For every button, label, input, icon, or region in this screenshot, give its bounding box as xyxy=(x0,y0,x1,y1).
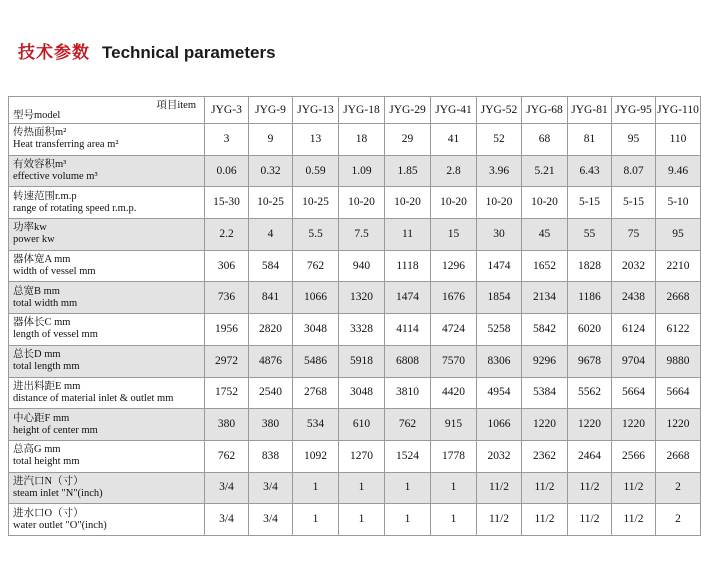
value-cell: 15 xyxy=(431,219,477,251)
value-cell: 1 xyxy=(293,472,339,504)
value-cell: 5486 xyxy=(293,345,339,377)
value-cell: 3 xyxy=(205,124,249,156)
parameter-label-english: total length mm xyxy=(13,361,80,373)
value-cell: 11/2 xyxy=(477,472,522,504)
parameter-label-cell xyxy=(9,250,205,282)
value-cell: 0.59 xyxy=(293,155,339,187)
value-cell: 3048 xyxy=(339,377,385,409)
value-cell: 2.2 xyxy=(205,219,249,251)
value-cell: 2438 xyxy=(612,282,656,314)
value-cell: 1 xyxy=(339,472,385,504)
value-cell: 9678 xyxy=(568,345,612,377)
value-cell: 534 xyxy=(293,409,339,441)
value-cell: 5258 xyxy=(477,314,522,346)
parameter-label-cell xyxy=(9,440,205,472)
table-row xyxy=(9,187,701,219)
value-cell: 2768 xyxy=(293,377,339,409)
value-cell: 1.85 xyxy=(385,155,431,187)
value-cell: 11/2 xyxy=(477,504,522,536)
value-cell: 3/4 xyxy=(249,504,293,536)
table-row xyxy=(9,504,701,536)
value-cell: 838 xyxy=(249,440,293,472)
value-cell: 5918 xyxy=(339,345,385,377)
parameter-label-english: steam inlet "N"(inch) xyxy=(13,487,103,499)
value-cell: 10-20 xyxy=(431,187,477,219)
parameter-label-english: total height mm xyxy=(13,456,80,468)
value-cell: 45 xyxy=(522,219,568,251)
corner-cell xyxy=(9,97,205,124)
value-cell: 3.96 xyxy=(477,155,522,187)
value-cell: 1 xyxy=(293,504,339,536)
value-cell: 75 xyxy=(612,219,656,251)
model-header-cell: JYG-95 xyxy=(612,97,656,124)
table-row xyxy=(9,345,701,377)
value-cell: 0.06 xyxy=(205,155,249,187)
value-cell: 1.09 xyxy=(339,155,385,187)
value-cell: 1296 xyxy=(431,250,477,282)
value-cell: 2032 xyxy=(612,250,656,282)
table-row xyxy=(9,250,701,282)
table-row xyxy=(9,314,701,346)
parameter-label-chinese: 进水口O（寸） xyxy=(13,507,84,519)
value-cell: 0.32 xyxy=(249,155,293,187)
value-cell: 5842 xyxy=(522,314,568,346)
value-cell: 11/2 xyxy=(522,472,568,504)
parameter-label-english: water outlet "O"(inch) xyxy=(13,519,107,531)
table-row xyxy=(9,409,701,441)
parameter-label-chinese: 总宽B mm xyxy=(13,285,60,297)
table-row xyxy=(9,440,701,472)
parameter-label-english: total width mm xyxy=(13,297,78,309)
value-cell: 1524 xyxy=(385,440,431,472)
value-cell: 2540 xyxy=(249,377,293,409)
value-cell: 2134 xyxy=(522,282,568,314)
parameter-label-cell xyxy=(9,345,205,377)
value-cell: 762 xyxy=(293,250,339,282)
model-header-cell: JYG-9 xyxy=(249,97,293,124)
parameter-label-english: length of vessel mm xyxy=(13,329,98,341)
value-cell: 2566 xyxy=(612,440,656,472)
table-row xyxy=(9,472,701,504)
value-cell: 11/2 xyxy=(568,472,612,504)
parameter-label-cell xyxy=(9,377,205,409)
value-cell: 11/2 xyxy=(612,504,656,536)
parameter-label-cell xyxy=(9,409,205,441)
corner-item-label: 項目item xyxy=(156,100,196,111)
value-cell: 5.5 xyxy=(293,219,339,251)
value-cell: 10-25 xyxy=(293,187,339,219)
value-cell: 1474 xyxy=(477,250,522,282)
parameter-label-cell xyxy=(9,187,205,219)
value-cell: 18 xyxy=(339,124,385,156)
parameter-label-cell xyxy=(9,282,205,314)
table-row xyxy=(9,124,701,156)
parameter-label-english: Heat transferring area m² xyxy=(13,139,119,151)
value-cell: 3048 xyxy=(293,314,339,346)
value-cell: 2668 xyxy=(656,282,701,314)
value-cell: 380 xyxy=(205,409,249,441)
value-cell: 2210 xyxy=(656,250,701,282)
value-cell: 762 xyxy=(205,440,249,472)
value-cell: 81 xyxy=(568,124,612,156)
value-cell: 95 xyxy=(612,124,656,156)
parameter-label-english: distance of material inlet & outlet mm xyxy=(13,392,174,404)
value-cell: 1956 xyxy=(205,314,249,346)
table-row xyxy=(9,377,701,409)
parameter-label-chinese: 总长D mm xyxy=(13,349,61,361)
value-cell: 1066 xyxy=(477,409,522,441)
model-header-cell: JYG-29 xyxy=(385,97,431,124)
value-cell: 10-20 xyxy=(385,187,431,219)
value-cell: 915 xyxy=(431,409,477,441)
value-cell: 736 xyxy=(205,282,249,314)
value-cell: 68 xyxy=(522,124,568,156)
value-cell: 11 xyxy=(385,219,431,251)
value-cell: 10-25 xyxy=(249,187,293,219)
value-cell: 841 xyxy=(249,282,293,314)
value-cell: 3328 xyxy=(339,314,385,346)
value-cell: 1220 xyxy=(522,409,568,441)
corner-model-label: 型号model xyxy=(13,110,61,121)
parameter-label-cell xyxy=(9,155,205,187)
technical-parameters-table xyxy=(8,96,701,536)
value-cell: 1186 xyxy=(568,282,612,314)
parameter-label-english: height of center mm xyxy=(13,424,98,436)
value-cell: 4 xyxy=(249,219,293,251)
parameter-label-chinese: 有效容积m³ xyxy=(13,159,67,171)
value-cell: 2 xyxy=(656,504,701,536)
value-cell: 306 xyxy=(205,250,249,282)
value-cell: 2668 xyxy=(656,440,701,472)
value-cell: 9 xyxy=(249,124,293,156)
value-cell: 1778 xyxy=(431,440,477,472)
value-cell: 2.8 xyxy=(431,155,477,187)
parameter-label-english: effective volume m³ xyxy=(13,171,98,183)
value-cell: 4114 xyxy=(385,314,431,346)
parameter-label-cell xyxy=(9,314,205,346)
value-cell: 584 xyxy=(249,250,293,282)
value-cell: 380 xyxy=(249,409,293,441)
value-cell: 6808 xyxy=(385,345,431,377)
value-cell: 6124 xyxy=(612,314,656,346)
value-cell: 5-10 xyxy=(656,187,701,219)
value-cell: 1676 xyxy=(431,282,477,314)
value-cell: 2972 xyxy=(205,345,249,377)
value-cell: 10-20 xyxy=(477,187,522,219)
value-cell: 5-15 xyxy=(568,187,612,219)
value-cell: 9296 xyxy=(522,345,568,377)
table-row xyxy=(9,282,701,314)
value-cell: 3/4 xyxy=(205,472,249,504)
value-cell: 5-15 xyxy=(612,187,656,219)
value-cell: 7.5 xyxy=(339,219,385,251)
value-cell: 11/2 xyxy=(612,472,656,504)
parameter-label-chinese: 进汽口N（寸） xyxy=(13,475,84,487)
value-cell: 6020 xyxy=(568,314,612,346)
value-cell: 29 xyxy=(385,124,431,156)
parameter-label-cell xyxy=(9,219,205,251)
parameter-label-english: power kw xyxy=(13,234,55,246)
model-header-cell: JYG-41 xyxy=(431,97,477,124)
value-cell: 610 xyxy=(339,409,385,441)
header-row xyxy=(9,97,701,124)
heading-chinese: 技术参数 xyxy=(18,43,90,62)
value-cell: 15-30 xyxy=(205,187,249,219)
value-cell: 3/4 xyxy=(249,472,293,504)
value-cell: 10-20 xyxy=(339,187,385,219)
parameter-label-chinese: 进出料距E mm xyxy=(13,380,81,392)
value-cell: 1 xyxy=(339,504,385,536)
value-cell: 9880 xyxy=(656,345,701,377)
value-cell: 8306 xyxy=(477,345,522,377)
parameter-label-english: width of vessel mm xyxy=(13,266,96,278)
value-cell: 110 xyxy=(656,124,701,156)
parameter-label-english: range of rotating speed r.m.p. xyxy=(13,202,137,214)
value-cell: 52 xyxy=(477,124,522,156)
value-cell: 940 xyxy=(339,250,385,282)
model-header-cell: JYG-3 xyxy=(205,97,249,124)
parameter-label-chinese: 中心距F mm xyxy=(13,412,70,424)
value-cell: 3/4 xyxy=(205,504,249,536)
value-cell: 2820 xyxy=(249,314,293,346)
model-header-cell: JYG-52 xyxy=(477,97,522,124)
value-cell: 1320 xyxy=(339,282,385,314)
model-header-cell: JYG-18 xyxy=(339,97,385,124)
value-cell: 4876 xyxy=(249,345,293,377)
value-cell: 1118 xyxy=(385,250,431,282)
value-cell: 2032 xyxy=(477,440,522,472)
value-cell: 1 xyxy=(385,504,431,536)
parameter-label-cell xyxy=(9,504,205,536)
value-cell: 5664 xyxy=(656,377,701,409)
parameter-label-chinese: 传热面积m² xyxy=(13,127,67,139)
value-cell: 2362 xyxy=(522,440,568,472)
value-cell: 1854 xyxy=(477,282,522,314)
value-cell: 1220 xyxy=(612,409,656,441)
value-cell: 2 xyxy=(656,472,701,504)
parameter-label-cell xyxy=(9,472,205,504)
parameter-label-chinese: 总高G mm xyxy=(13,444,61,456)
value-cell: 1 xyxy=(431,472,477,504)
value-cell: 3810 xyxy=(385,377,431,409)
value-cell: 1092 xyxy=(293,440,339,472)
value-cell: 8.07 xyxy=(612,155,656,187)
model-header-cell: JYG-13 xyxy=(293,97,339,124)
value-cell: 5384 xyxy=(522,377,568,409)
value-cell: 1 xyxy=(385,472,431,504)
value-cell: 1066 xyxy=(293,282,339,314)
value-cell: 41 xyxy=(431,124,477,156)
parameter-label-chinese: 功率kw xyxy=(13,222,47,234)
value-cell: 5.21 xyxy=(522,155,568,187)
value-cell: 1652 xyxy=(522,250,568,282)
value-cell: 55 xyxy=(568,219,612,251)
parameter-label-chinese: 器体长C mm xyxy=(13,317,71,329)
value-cell: 95 xyxy=(656,219,701,251)
value-cell: 762 xyxy=(385,409,431,441)
value-cell: 9.46 xyxy=(656,155,701,187)
value-cell: 1220 xyxy=(656,409,701,441)
value-cell: 13 xyxy=(293,124,339,156)
value-cell: 4724 xyxy=(431,314,477,346)
value-cell: 11/2 xyxy=(568,504,612,536)
value-cell: 1474 xyxy=(385,282,431,314)
value-cell: 11/2 xyxy=(522,504,568,536)
value-cell: 5562 xyxy=(568,377,612,409)
value-cell: 10-20 xyxy=(522,187,568,219)
page-heading xyxy=(18,38,276,60)
value-cell: 4420 xyxy=(431,377,477,409)
value-cell: 1828 xyxy=(568,250,612,282)
value-cell: 1220 xyxy=(568,409,612,441)
value-cell: 1752 xyxy=(205,377,249,409)
value-cell: 1270 xyxy=(339,440,385,472)
parameter-label-chinese: 转速范围r.m.p xyxy=(13,190,77,202)
value-cell: 6122 xyxy=(656,314,701,346)
model-header-cell: JYG-110 xyxy=(656,97,701,124)
value-cell: 30 xyxy=(477,219,522,251)
value-cell: 7570 xyxy=(431,345,477,377)
model-header-cell: JYG-68 xyxy=(522,97,568,124)
value-cell: 6.43 xyxy=(568,155,612,187)
parameter-label-chinese: 器体宽A mm xyxy=(13,254,71,266)
table-row xyxy=(9,155,701,187)
value-cell: 9704 xyxy=(612,345,656,377)
value-cell: 4954 xyxy=(477,377,522,409)
table-row xyxy=(9,219,701,251)
value-cell: 1 xyxy=(431,504,477,536)
model-header-cell: JYG-81 xyxy=(568,97,612,124)
value-cell: 2464 xyxy=(568,440,612,472)
value-cell: 5664 xyxy=(612,377,656,409)
parameter-label-cell xyxy=(9,124,205,156)
heading-english: Technical parameters xyxy=(102,43,276,62)
